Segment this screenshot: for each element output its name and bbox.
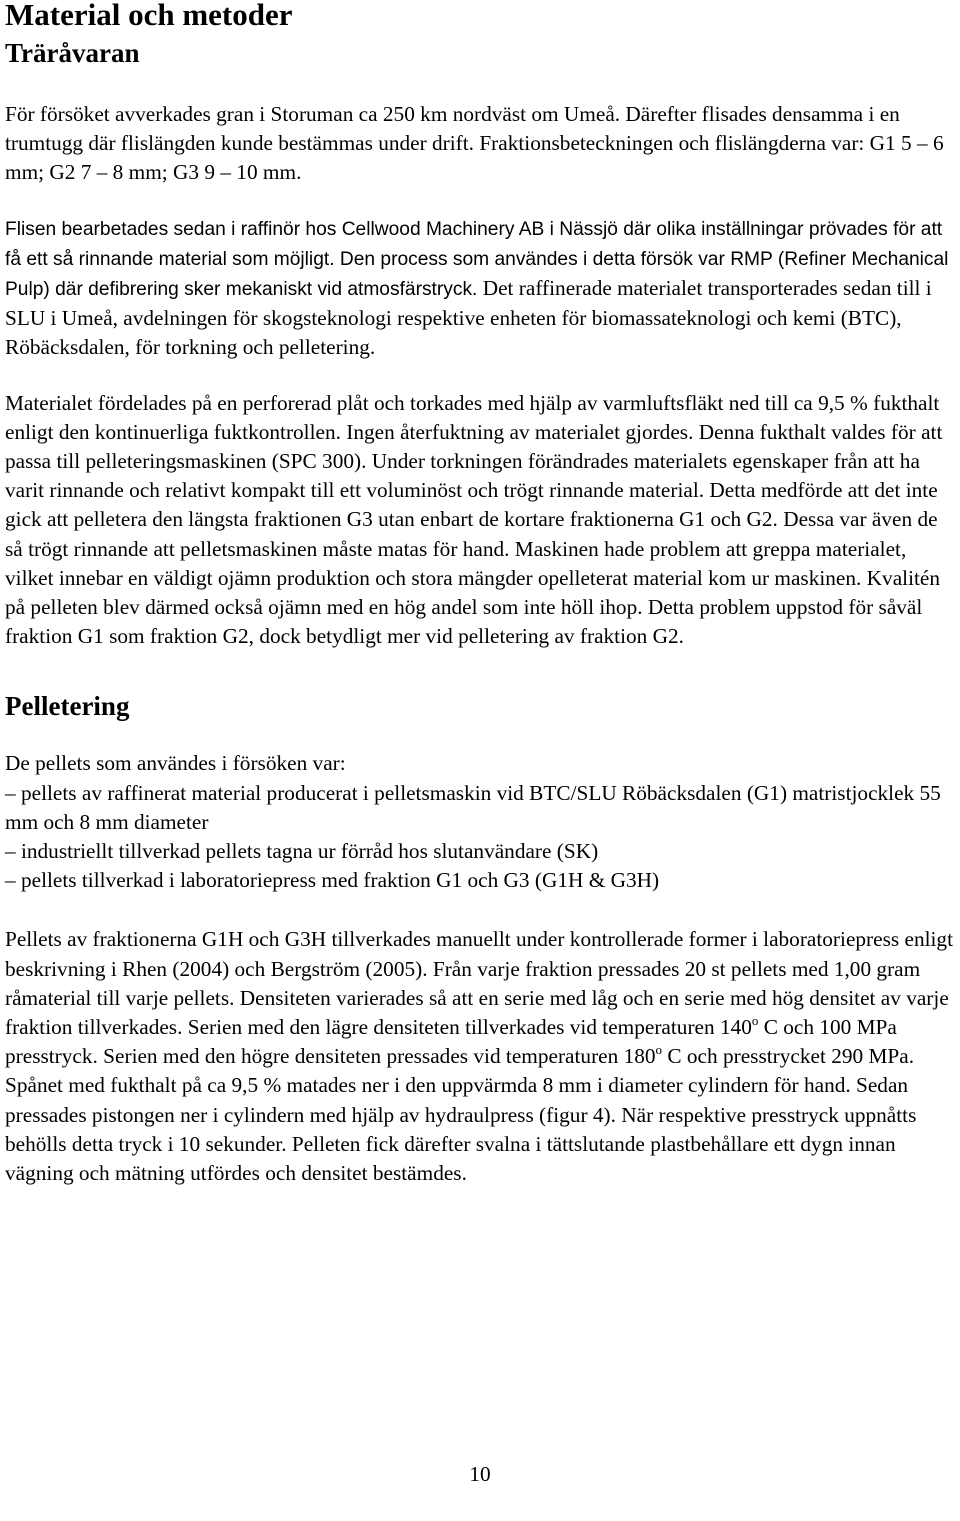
paragraph-raavara-1: För försöket avverkades gran i Storuman ca 250 km nordväst om Umeå. Därefter flisades densamma i en trumtugg där flislängden kunde bestämmas under drift. Fraktionsbeteckningen och flislängderna var: G1 5 – 6 mm; G2 7 – 8 mm; G3 9 – 10 mm. — [5, 102, 944, 185]
paragraph-pellets-intro: De pellets som användes i försöken var: — [5, 751, 346, 776]
list-item: – industriellt tillverkad pellets tagna ur förråd hos slutanvändare (SK) — [5, 839, 599, 864]
degree-superscript: o — [751, 1013, 759, 1029]
paragraph-pellets-method — [5, 925, 957, 1188]
document-page — [5, 0, 957, 1188]
method-text-part-3: C och presstrycket 290 MPa. Spånet med fukthalt på ca 9,5 % matades ner i den uppvärmda 8 mm i diameter cylindern för hand. Sedan pressades pistongen ner i cylindern med hjälp av hydraulpress (figur 4). När respektive presstryck uppnåtts behölls detta tryck i 10 sekunder. Pelleten fick därefter svalna i tättslutande plastbehållare ett dygn innan vägning och mätning utfördes och densitet bestämdes. — [5, 1044, 917, 1186]
method-text-part-2: C och 100 MPa presstryck. Serien med den högre densiteten pressades vid temperaturen 180 — [5, 1015, 897, 1069]
paragraph-raavara-3: Materialet fördelades på en perforerad plåt och torkades med hjälp av varmluftsfläkt ned till ca 9,5 % fukthalt enligt den kontinuerliga fuktkontrollen. Ingen återfuktning av materialet gjordes. Denna fukthalt valdes för att passa till pelleteringsmaskinen (SPC 300). Under torkningen förändrades materialets egenskaper från att ha varit rinnande och relativt kompakt till ett voluminöst och trögt rinnande material. Detta medförde att det inte gick att pelletera den längsta fraktionen G3 utan enbart de kortare fraktionerna G1 och G2. Dessa var även de så trögt rinnande att pelletsmaskinen måste matas för hand. Maskinen hade problem att greppa materialet, vilket innebar en väldigt ojämn produktion och stora mängder opelleterat material kom ur maskinen. Kvalitén på pelleten blev därmed också ojämn med en hög andel som inte höll ihop. Detta problem uppstod för såväl fraktion G1 som fraktion G2, dock betydligt mer vid pelletering av fraktion G2. — [5, 390, 943, 649]
subheading-raavara: Träråvaran — [5, 38, 140, 68]
paragraph-raavara-2 — [5, 214, 957, 363]
pellets-list — [5, 779, 957, 896]
paragraph-raavara-2-serif: Det raffinerade materialet transporterades sedan till i SLU i Umeå, avdelningen för skogsteknologi respektive enheten för biomassateknologi och kemi (BTC), Röbäcksdalen, för torkning och pelletering. — [5, 276, 932, 360]
subheading-pelletering: Pelletering — [5, 691, 130, 722]
main-heading: Material och metoder — [5, 0, 293, 32]
page-number: 10 — [469, 1462, 491, 1486]
list-item: – pellets av raffinerat material producerat i pelletsmaskin vid BTC/SLU Röbäcksdalen (G1) matristjocklek 55 mm och 8 mm diameter — [5, 780, 941, 834]
method-text-part-1: Pellets av fraktionerna G1H och G3H tillverkades manuellt under kontrollerade former i laboratoriepress enligt beskrivning i Rhen (2004) och Bergström (2005). Från varje fraktion pressades 20 st pellets med 1,00 gram råmaterial till varje pellets. Densiteten varierades så att en serie med låg och en serie med hög densitet av varje fraktion tillverkades. Serien med den lägre densiteten tillverkades vid temperaturen 140 — [5, 927, 953, 1040]
degree-superscript: o — [655, 1042, 663, 1058]
list-item: – pellets tillverkad i laboratoriepress med fraktion G1 och G3 (G1H & G3H) — [5, 868, 660, 893]
paragraph-raavara-2-sans: Flisen bearbetades sedan i raffinör hos Cellwood Machinery AB i Nässjö där olika inställningar prövades för att få ett så rinnande material som möjligt. Den process som användes i detta försök var RMP (Refiner Mechanical Pulp) där defibrering sker mekaniskt vid atmosfärstryck. — [5, 218, 949, 301]
